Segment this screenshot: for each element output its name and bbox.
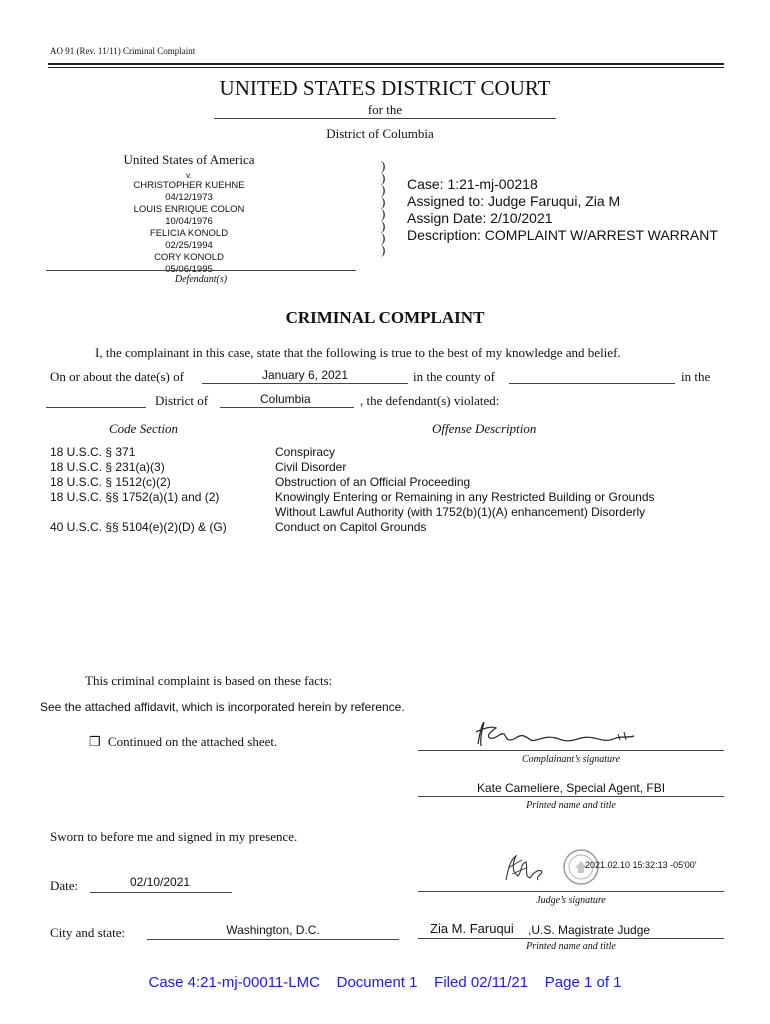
defendants-block bbox=[80, 180, 298, 276]
defendants-rule bbox=[46, 270, 356, 271]
case-stamp bbox=[407, 176, 718, 244]
defendant-line: 10/04/1976 bbox=[165, 216, 213, 227]
district-name: District of Columbia bbox=[326, 126, 434, 141]
paren: ) bbox=[381, 182, 386, 197]
checkbox-icon[interactable]: ❒ bbox=[89, 734, 101, 749]
date-line bbox=[90, 892, 232, 893]
plaintiff: United States of America bbox=[123, 152, 255, 167]
for-the: for the bbox=[367, 102, 403, 117]
form-id: AO 91 (Rev. 11/11) Criminal Complaint bbox=[50, 46, 196, 56]
city-state-line bbox=[147, 939, 399, 940]
court-title: UNITED STATES DISTRICT COURT bbox=[219, 76, 551, 100]
city-state-field[interactable]: Washington, D.C. bbox=[226, 923, 320, 937]
offense-description-header: Offense Description bbox=[432, 421, 537, 436]
offense-row: Obstruction of an Official Proceeding bbox=[275, 475, 471, 489]
paren: ) bbox=[381, 242, 386, 257]
code-row: 18 U.S.C. §§ 1752(a)(1) and (2) bbox=[50, 490, 220, 504]
facts-text: See the attached affidavit, which is incorporated herein by reference. bbox=[40, 700, 405, 714]
code-section-header: Code Section bbox=[109, 421, 178, 436]
code-row: 18 U.S.C. § 371 bbox=[50, 445, 136, 459]
case-number: Case: 1:21-mj-00218 bbox=[407, 176, 538, 192]
judge-name-line bbox=[418, 938, 724, 939]
complainant-signature-label: Complainant’s signature bbox=[521, 754, 621, 765]
code-row: 18 U.S.C. § 231(a)(3) bbox=[50, 460, 165, 474]
offense-row: Knowingly Entering or Remaining in any Restricted Building or Grounds bbox=[275, 490, 655, 504]
defendant-line: FELICIA KONOLD bbox=[149, 228, 229, 239]
facts-intro: This criminal complaint is based on these facts: bbox=[85, 673, 333, 688]
code-row bbox=[50, 505, 227, 520]
on-or-about-label: On or about the date(s) of bbox=[50, 369, 184, 384]
for-the-rule bbox=[214, 118, 556, 119]
defendants-violated-label: , the defendant(s) violated: bbox=[360, 393, 500, 408]
judge-name: Zia M. Faruqui bbox=[430, 921, 514, 936]
case-description: Description: COMPLAINT W/ARREST WARRANT bbox=[407, 227, 718, 243]
offense-row: Conduct on Capitol Grounds bbox=[275, 520, 427, 534]
district-of-label: District of bbox=[155, 393, 209, 408]
complainant-signature-line bbox=[418, 750, 724, 751]
complaint-heading: CRIMINAL COMPLAINT bbox=[285, 308, 485, 327]
offense-row: Conspiracy bbox=[275, 445, 336, 459]
continued-label: Continued on the attached sheet. bbox=[107, 734, 278, 749]
county-field-line bbox=[509, 383, 675, 384]
date-field-line bbox=[202, 383, 408, 384]
defendants-label: Defendant(s) bbox=[174, 274, 228, 285]
district-field-line bbox=[220, 407, 354, 408]
judge-signature-image bbox=[500, 850, 548, 886]
paren: ) bbox=[381, 170, 386, 185]
date-field[interactable]: January 6, 2021 bbox=[261, 368, 349, 382]
complainant-name: Kate Cameliere, Special Agent, FBI bbox=[476, 781, 666, 795]
paren: ) bbox=[381, 230, 386, 245]
defendant-line: CORY KONOLD bbox=[154, 252, 224, 263]
paren: ) bbox=[381, 194, 386, 209]
judge-printed-label: Printed name and title bbox=[526, 941, 616, 952]
defendant-line: 04/12/1973 bbox=[165, 192, 213, 203]
case-assigned: Assigned to: Judge Faruqui, Zia M bbox=[407, 193, 621, 209]
complainant-name-line bbox=[418, 796, 724, 797]
offense-row: Without Lawful Authority (with 1752(b)(1)(A) enhancement) Disorderly bbox=[275, 505, 646, 519]
code-list bbox=[50, 445, 227, 535]
defendant-line: LOUIS ENRIQUE COLON bbox=[133, 204, 245, 215]
case-assign-date: Assign Date: 2/10/2021 bbox=[407, 210, 553, 226]
offense-list bbox=[275, 445, 655, 535]
district-prefix-line bbox=[46, 407, 146, 408]
code-row: 18 U.S.C. § 1512(c)(2) bbox=[50, 475, 171, 489]
paren: ) bbox=[381, 206, 386, 221]
complaint-intro: I, the complainant in this case, state that the following is true to the best of my knowledge and belief. bbox=[95, 345, 621, 360]
city-state-label: City and state: bbox=[50, 925, 126, 940]
defendant-line: 05/06/1995 bbox=[165, 264, 213, 275]
sworn-date-field[interactable]: 02/10/2021 bbox=[130, 875, 191, 889]
code-row: 40 U.S.C. §§ 5104(e)(2)(D) & (G) bbox=[50, 520, 227, 534]
in-county-label: in the county of bbox=[413, 369, 495, 384]
district-field[interactable]: Columbia bbox=[260, 392, 311, 406]
judge-signature-line bbox=[418, 891, 724, 892]
defendant-line: 02/25/1994 bbox=[165, 240, 213, 251]
paren: ) bbox=[381, 158, 386, 173]
continued-checkbox[interactable] bbox=[89, 734, 277, 750]
in-the-label: in the bbox=[681, 369, 711, 384]
offense-row: Civil Disorder bbox=[275, 460, 347, 474]
sworn-text: Sworn to before me and signed in my presence. bbox=[50, 829, 298, 844]
paren: ) bbox=[381, 218, 386, 233]
judge-title: ,U.S. Magistrate Judge bbox=[528, 923, 651, 937]
judge-signature-label: Judge’s signature bbox=[536, 895, 606, 906]
header-rule-top bbox=[48, 63, 724, 65]
digital-signature-stamp: 2021.02.10 15:32:13 -05'00' bbox=[585, 860, 697, 870]
header-rule-bottom bbox=[48, 67, 724, 68]
versus: v. bbox=[186, 171, 192, 180]
complainant-signature-image bbox=[470, 718, 650, 750]
case-footer: Case 4:21-mj-00011-LMC Document 1 Filed 02/11/21 Page 1 of 1 bbox=[148, 974, 622, 991]
date-label: Date: bbox=[50, 878, 79, 893]
complainant-printed-label: Printed name and title bbox=[526, 800, 616, 811]
defendant-line: CHRISTOPHER KUEHNE bbox=[133, 180, 245, 191]
caption-parens bbox=[381, 160, 385, 256]
